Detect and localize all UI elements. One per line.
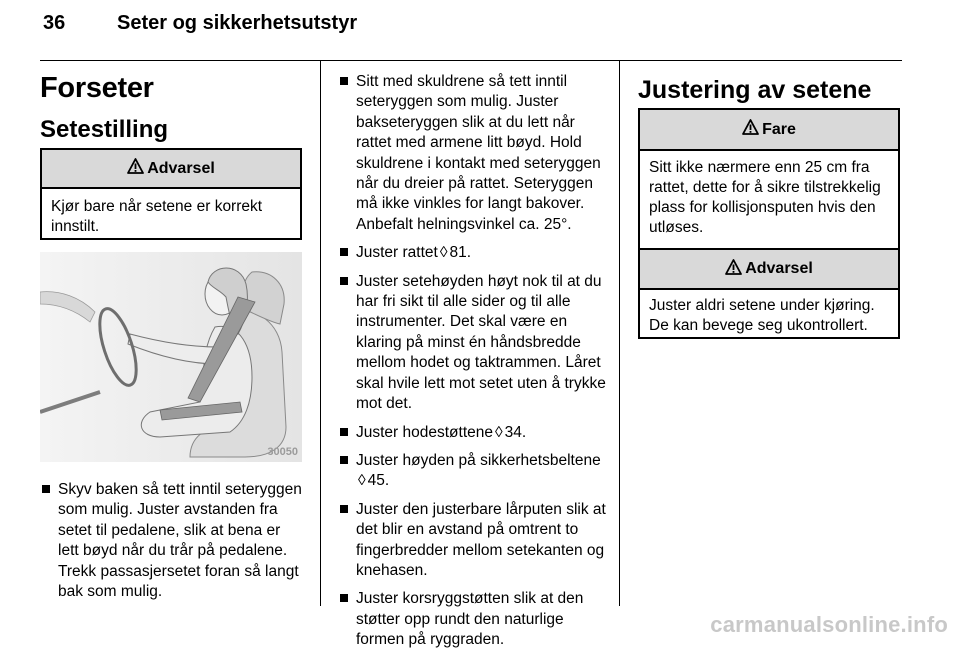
column-divider-left: [320, 60, 321, 606]
warning-box-adjust: [638, 248, 900, 339]
list-item: [340, 451, 606, 492]
danger-body: Sitt ikke nærmere enn 25 cm fra rattet, dette for å sikre tilstrekkelig plass for kollisjonsputen hvis den utløses.: [649, 159, 881, 236]
warning-body: Juster aldri setene under kjøring. De kan bevege seg ukontrollert.: [649, 297, 875, 334]
list-item-text: Juster høyden på sikkerhetsbeltene: [356, 451, 601, 469]
column-divider-right: [619, 60, 620, 606]
list-item: [340, 243, 606, 263]
warning-box-header: [640, 250, 898, 290]
section-heading-adjust: Justering av setene: [638, 76, 872, 104]
subsection-heading: Setestilling: [40, 116, 169, 143]
page-reference-icon: ◊: [358, 472, 366, 490]
bullet-square-icon: [340, 428, 348, 436]
page-reference[interactable]: 45.: [367, 472, 390, 490]
page-reference[interactable]: 81.: [449, 244, 472, 262]
warning-triangle-icon: [742, 119, 759, 140]
warning-triangle-icon: [127, 158, 144, 179]
page-reference-icon: ◊: [495, 423, 503, 441]
danger-box: [638, 108, 900, 259]
warning-title: Advarsel: [745, 260, 813, 277]
bullet-square-icon: [340, 456, 348, 464]
section-heading: Forseter: [40, 72, 154, 104]
warning-title: Advarsel: [147, 159, 215, 177]
warning-box-header: [42, 150, 300, 189]
bullet-square-icon: [340, 505, 348, 513]
list-item: [42, 480, 304, 602]
figure-number: 30050: [267, 446, 298, 458]
bullet-square-icon: [42, 485, 50, 493]
list-item-text: Juster hodestøttene: [356, 423, 493, 441]
page-reference-icon: ◊: [439, 244, 448, 262]
middle-bullet-list: [340, 72, 606, 659]
header-divider: [40, 60, 902, 61]
warning-body: Kjør bare når setene er korrekt innstilt.: [51, 198, 263, 235]
seating-illustration: [40, 252, 302, 462]
list-item-text: Sitt med skuldrene så tett inntil seteryggen som mulig. Juster bakseteryggen slik at du lett når rattet med armene litt bøyd. Hold skuldrene i kontakt med seteryggen når du dreier på rattet. Seteryggen må ikke vinkles for langt bakover. Anbefalt helningsvinkel ca. 25°.: [356, 73, 601, 233]
danger-title: Fare: [762, 120, 796, 138]
watermark: carmanualsonline.info: [710, 612, 948, 637]
list-item-text: Juster rattet: [356, 244, 438, 262]
page-reference[interactable]: 34.: [504, 423, 527, 441]
list-item-text: Juster den justerbare lårputen slik at det blir en avstand på omtrent to fingerbredder mellom setekanten og knehasen.: [356, 500, 606, 579]
list-item-text: Skyv baken så tett inntil seteryggen som mulig. Juster avstanden fra setet til pedalene, slik at bena er lett bøyd når du trår på pedalene. Trekk passasjersetet foran så langt bak som mulig.: [58, 481, 302, 601]
list-item: [340, 72, 606, 235]
list-item: [340, 272, 606, 415]
driver-seat-drawing: [40, 252, 302, 462]
list-item: [340, 423, 606, 443]
warning-triangle-icon: [725, 259, 742, 280]
list-item: [340, 500, 606, 582]
chapter-title: Seter og sikkerhetsutstyr: [117, 12, 358, 34]
danger-box-header: [640, 110, 898, 151]
page-number: 36: [43, 12, 66, 34]
bullet-square-icon: [340, 77, 348, 85]
bullet-square-icon: [340, 248, 348, 256]
warning-box-seat-position: [40, 148, 302, 240]
left-bullet-list: [42, 480, 304, 610]
bullet-square-icon: [340, 277, 348, 285]
list-item-text: Juster korsryggstøtten slik at den støtter opp rundt den naturlige formen på ryggraden.: [356, 590, 584, 649]
bullet-square-icon: [340, 594, 348, 602]
list-item: [340, 589, 606, 650]
list-item-text: Juster setehøyden høyt nok til at du har fri sikt til alle sider og til alle instrumenter. Det skal være en klaring på minst én håndsbredde mellom hodet og taktrammen. Låret skal hvile lett mot setet uten å trykke mot det.: [356, 272, 606, 413]
